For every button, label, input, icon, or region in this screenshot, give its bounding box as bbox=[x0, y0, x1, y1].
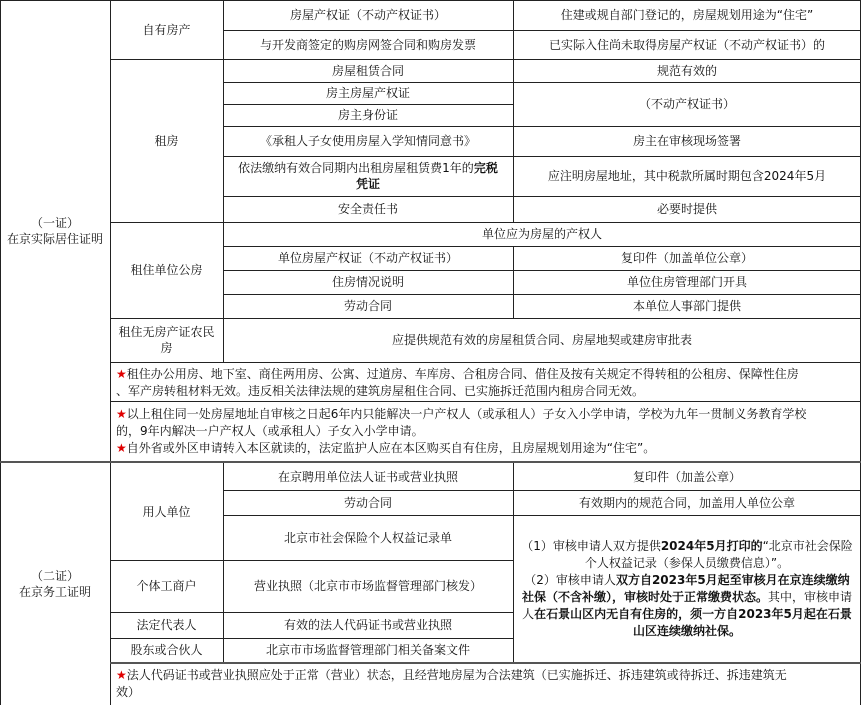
row-line bbox=[223, 126, 861, 127]
note-1 bbox=[110, 364, 861, 400]
category-own-house: 自有房产 bbox=[142, 22, 191, 37]
note-2-line1: 以上租住同一处房屋地址自审核之日起6年内只能解决一户产权人（或承租人）子女入小学申请，学校为九年一贯制义务教育学校 bbox=[126, 407, 807, 421]
category-employer: 用人单位 bbox=[142, 504, 191, 519]
category-individual: 个体工商户 bbox=[136, 579, 197, 593]
farm-house-req: 应提供规范有效的房屋租赁合同、房屋地契或建房审批表 bbox=[391, 333, 692, 347]
note-1-line1: 租住办公用房、地下室、商住两用房、公寓、过道房、车库房、合租房合同、借住及按有关规定不得转租的公租房、保障性住房 bbox=[126, 367, 799, 381]
ss-p1-bold: 2024年5月打印的 bbox=[660, 538, 763, 553]
col-line-2-s2 bbox=[223, 463, 224, 662]
rent-doc-5-text: 依法缴纳有效合同期内出租房屋租赁费1年的 bbox=[238, 161, 474, 175]
rent-doc-4: 《承租人子女使用房屋入学知情同意书》 bbox=[259, 134, 476, 148]
ss-p2-normal: （2）审核申请人 bbox=[524, 572, 616, 587]
unit-doc-3: 劳动合同 bbox=[343, 299, 392, 313]
ss-p2-bold: 双方自2023年5月起至审核月在京连续缴纳社保（不含补缴），审核时处于正常缴费状态。 bbox=[521, 572, 850, 604]
rent-req-6: 必要时提供 bbox=[656, 202, 717, 216]
section2-label-line1: （二证） bbox=[30, 569, 79, 583]
note-2 bbox=[110, 404, 861, 462]
own-house-doc-2: 与开发商签定的购房网签合同和购房发票 bbox=[259, 37, 476, 52]
note-1-line2: 、军产房转租材料无效。违反相关法律法规的建筑房屋租住合同、已实施拆迁范围内租房合同无效。 bbox=[116, 384, 645, 398]
section2-label bbox=[0, 463, 110, 705]
col-line-2-s1 bbox=[223, 0, 224, 362]
row-line bbox=[223, 156, 861, 157]
border-left bbox=[0, 0, 1, 705]
star-icon: ★ bbox=[116, 367, 127, 381]
note-2-line2: 的，9年内解决一户产权人（或承租人）子女入小学申请。 bbox=[116, 424, 424, 438]
section2-label-line2: 在京务工证明 bbox=[18, 585, 91, 599]
unit-req-1: 复印件（加盖单位公章） bbox=[620, 251, 753, 265]
rent-doc-1: 房屋租赁合同 bbox=[331, 63, 404, 78]
unit-req-3: 本单位人事部门提供 bbox=[632, 299, 741, 313]
row-line bbox=[223, 490, 861, 491]
row-line bbox=[110, 560, 513, 561]
social-security-req bbox=[513, 515, 861, 662]
row-line bbox=[110, 638, 513, 639]
rent-req-1: 规范有效的 bbox=[656, 63, 717, 78]
ss-p2-tail-normal: 其中，审核申请人 bbox=[522, 589, 853, 621]
ss-p1-normal: （1）审核申请人双方提供 bbox=[521, 538, 661, 553]
category-legal-rep: 法定代表人 bbox=[136, 618, 197, 632]
shareholder-doc: 北京市市场监督管理部门相关备案文件 bbox=[265, 643, 470, 657]
rent-req-2: （不动产权证书） bbox=[638, 97, 735, 111]
col-line-3-s1b bbox=[513, 246, 514, 318]
legal-rep-doc: 有效的法人代码证书或营业执照 bbox=[283, 618, 452, 632]
section1-label-line1: （一证） bbox=[30, 216, 79, 230]
row-line bbox=[223, 82, 861, 83]
star-icon: ★ bbox=[116, 407, 127, 421]
rent-doc-2: 房主房屋产权证 bbox=[325, 86, 410, 100]
note-3: 自外省或外区申请转入本区就读的，法定监护人应在本区购买自有住房，且房屋规划用途为“住宅”。 bbox=[126, 441, 656, 455]
category-shareholder: 股东或合伙人 bbox=[130, 643, 203, 657]
own-house-doc-1: 房屋产权证（不动产权证书） bbox=[289, 8, 446, 22]
ss-p2-tail-bold: 在石景山区内无自有住房的，须一方自2023年5月起在石景山区连续缴纳社保。 bbox=[534, 606, 852, 638]
unit-req-2: 单位住房管理部门开具 bbox=[626, 275, 747, 289]
section1-label bbox=[0, 0, 110, 462]
row-line bbox=[223, 30, 861, 31]
ss-p1-tail: “北京市社会保险个人权益记录（参保人员缴费信息）”。 bbox=[584, 538, 853, 570]
category-unit-housing: 租住单位公房 bbox=[130, 263, 203, 277]
star-icon: ★ bbox=[116, 668, 127, 682]
note-section2-line2: 效） bbox=[116, 685, 141, 699]
col-line-1 bbox=[110, 0, 111, 705]
row-line bbox=[110, 222, 861, 223]
note-section2-line1: 法人代码证书或营业执照应处于正常（营业）状态，且经营地房屋为合法建筑（已实施拆迁、拆违建筑或待拆迁、拆违建筑无 bbox=[126, 668, 787, 682]
own-house-req-1: 住建或规自部门登记的，房屋规划用途为“住宅” bbox=[560, 8, 814, 22]
farm-house-line2: 房 bbox=[160, 341, 173, 355]
farm-house-line1: 租住无房产证农民 bbox=[118, 325, 215, 339]
star-icon: ★ bbox=[116, 441, 127, 455]
border-top bbox=[0, 0, 861, 1]
unit-housing-header: 单位应为房屋的产权人 bbox=[481, 227, 602, 241]
col-line-3-s1a bbox=[513, 0, 514, 222]
category-rent: 租房 bbox=[154, 133, 179, 148]
row-line bbox=[223, 246, 861, 247]
note-section2 bbox=[110, 665, 861, 705]
rent-req-4: 房主在审核现场签署 bbox=[632, 134, 741, 148]
own-house-req-2: 已实际入住尚未取得房屋产权证（不动产权证书）的 bbox=[548, 37, 825, 52]
row-line bbox=[223, 294, 861, 295]
individual-doc: 营业执照（北京市市场监督管理部门核发） bbox=[253, 579, 482, 593]
rent-doc-3: 房主身份证 bbox=[337, 108, 398, 122]
rent-doc-5-bold-2: 凭证 bbox=[355, 177, 380, 191]
row-line bbox=[223, 104, 513, 105]
row-line bbox=[110, 401, 861, 402]
section-divider bbox=[0, 461, 861, 463]
employer-doc-2: 劳动合同 bbox=[343, 495, 392, 510]
category-farm-house bbox=[110, 318, 223, 362]
rent-req-5: 应注明房屋地址，其中税款所属时期包含2024年5月 bbox=[547, 169, 827, 183]
employer-doc-1: 在京聘用单位法人证书或营业执照 bbox=[277, 469, 458, 484]
row-line bbox=[110, 362, 861, 363]
unit-doc-2: 住房情况说明 bbox=[331, 275, 404, 289]
row-line bbox=[110, 59, 861, 60]
row-line bbox=[110, 662, 861, 664]
rent-doc-5-bold-1: 完税 bbox=[473, 161, 498, 175]
row-line bbox=[223, 515, 861, 516]
unit-doc-1: 单位房屋产权证（不动产权证书） bbox=[277, 251, 458, 265]
row-line bbox=[110, 318, 861, 319]
row-line bbox=[110, 612, 513, 613]
col-line-3-s2 bbox=[513, 463, 514, 662]
employer-req-2: 有效期内的规范合同，加盖用人单位公章 bbox=[578, 495, 795, 510]
employer-doc-3: 北京市社会保险个人权益记录单 bbox=[283, 530, 452, 545]
rent-doc-6: 安全责任书 bbox=[337, 202, 398, 216]
row-line bbox=[223, 196, 861, 197]
rent-doc-5 bbox=[223, 156, 513, 196]
employer-req-1: 复印件（加盖公章） bbox=[632, 469, 741, 484]
row-line bbox=[223, 270, 861, 271]
section1-label-line2: 在京实际居住证明 bbox=[6, 232, 103, 246]
